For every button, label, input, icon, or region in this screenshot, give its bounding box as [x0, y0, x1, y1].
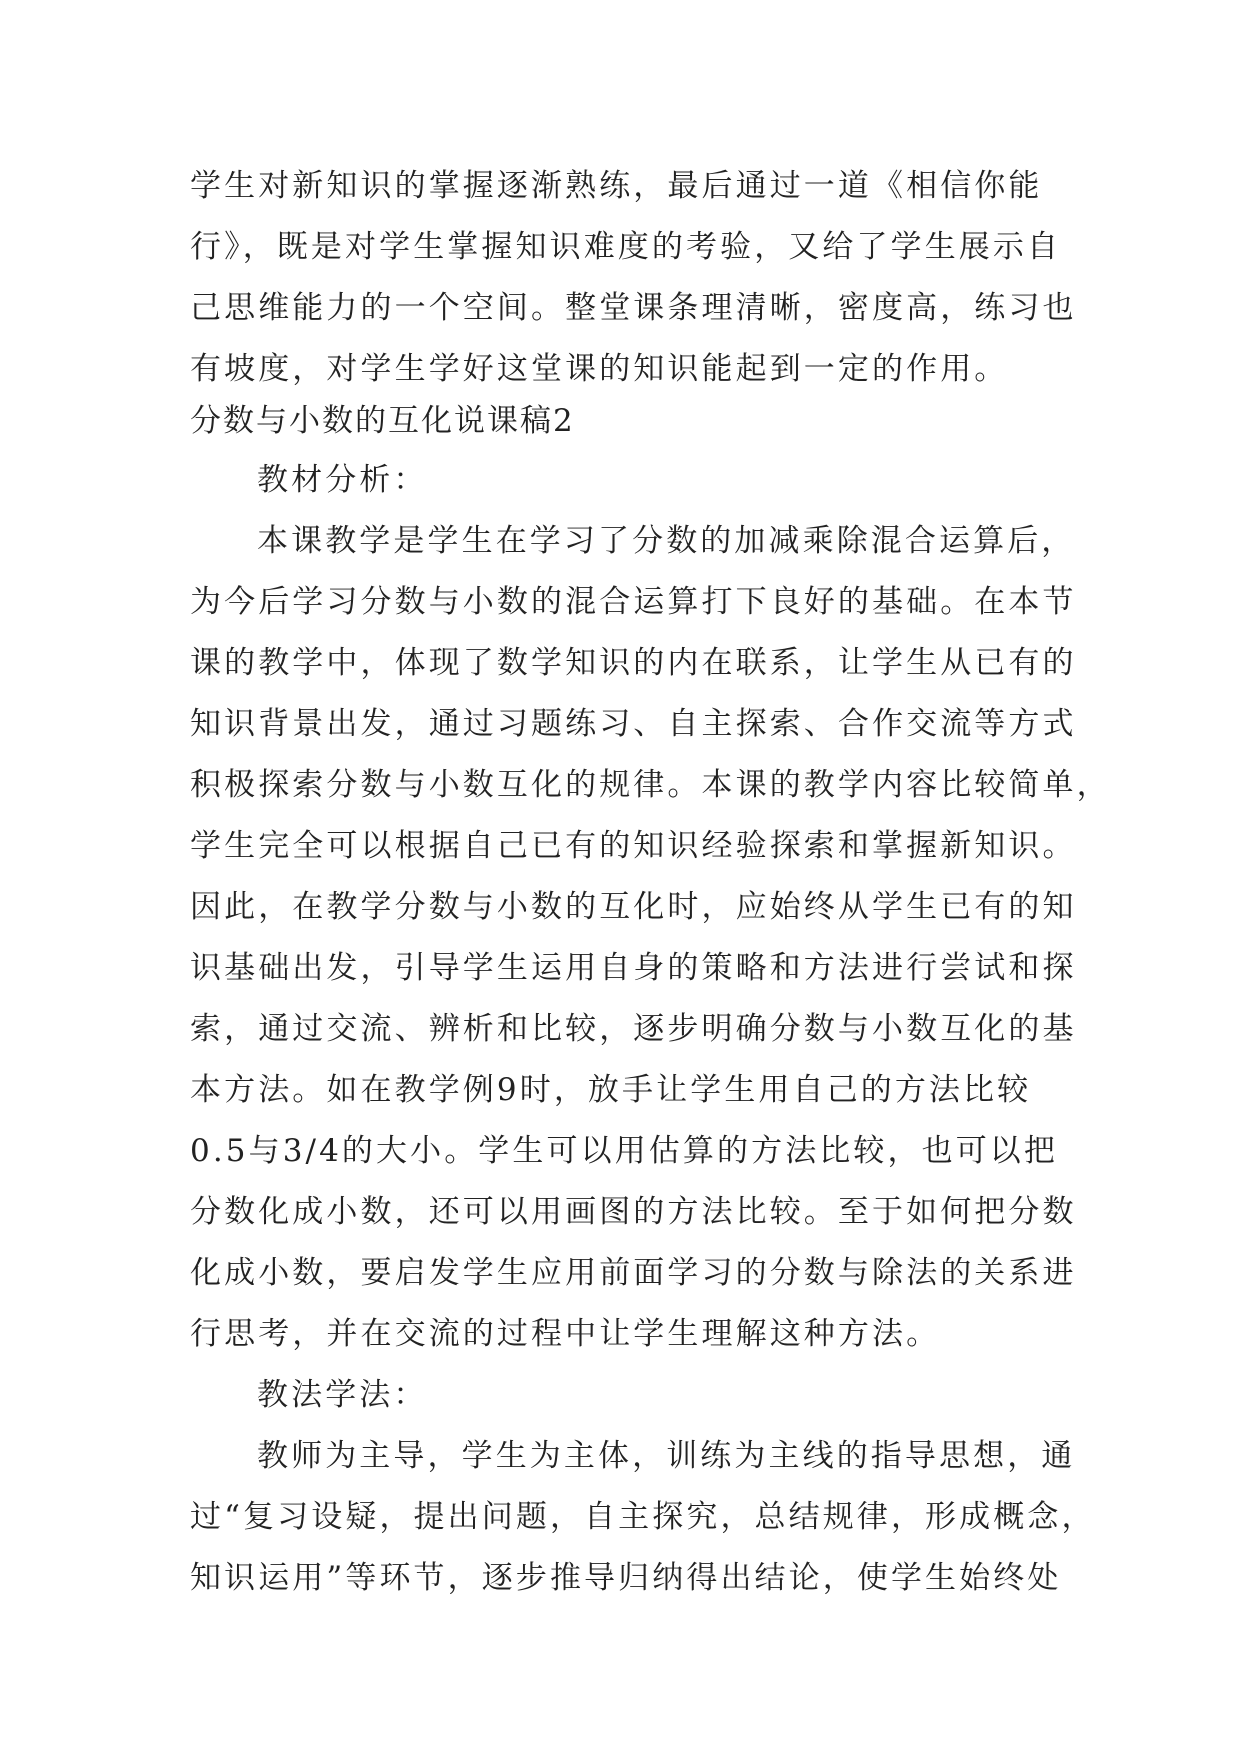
- paragraph-line: 本课教学是学生在学习了分数的加减乘除混合运算后，: [257, 523, 1076, 559]
- paragraph-line: 识基础出发，引导学生运用自身的策略和方法进行尝试和探: [190, 950, 1077, 986]
- paragraph-line: 课的教学中，体现了数学知识的内在联系，让学生从已有的: [190, 645, 1077, 681]
- paragraph-line: 知识背景出发，通过习题练习、自主探索、合作交流等方式: [190, 706, 1077, 742]
- section-heading: 分数与小数的互化说课稿2: [190, 403, 575, 439]
- paragraph-line: 过“复习设疑，提出问题，自主探究，总结规律，形成概念，: [190, 1499, 1096, 1535]
- subheading-teaching-material-analysis: 教材分析：: [257, 462, 428, 498]
- paragraph-line: 分数化成小数，还可以用画图的方法比较。至于如何把分数: [190, 1194, 1077, 1230]
- paragraph-line: 学生完全可以根据自己已有的知识经验探索和掌握新知识。: [190, 828, 1077, 864]
- paragraph-line: 有坡度，对学生学好这堂课的知识能起到一定的作用。: [190, 351, 1009, 387]
- subheading-teaching-methods: 教法学法：: [257, 1377, 428, 1413]
- paragraph-line: 因此，在教学分数与小数的互化时，应始终从学生已有的知: [190, 889, 1077, 925]
- paragraph-line: 积极探索分数与小数互化的规律。本课的教学内容比较简单，: [190, 767, 1111, 803]
- paragraph-line: 索，通过交流、辨析和比较，逐步明确分数与小数互化的基: [190, 1011, 1077, 1047]
- paragraph-line: 知识运用”等环节，逐步推导归纳得出结论，使学生始终处: [190, 1560, 1062, 1596]
- paragraph-line: 教师为主导，学生为主体，训练为主线的指导思想，通: [257, 1438, 1076, 1474]
- paragraph-line: 行》，既是对学生掌握知识难度的考验，又给了学生展示自: [190, 229, 1062, 265]
- paragraph-line: 行思考，并在交流的过程中让学生理解这种方法。: [190, 1316, 941, 1352]
- paragraph-line: 0.5与3/4的大小。学生可以用估算的方法比较，也可以把: [190, 1133, 1058, 1169]
- paragraph-line: 己思维能力的一个空间。整堂课条理清晰，密度高，练习也: [190, 290, 1077, 326]
- paragraph-line: 学生对新知识的掌握逐渐熟练，最后通过一道《相信你能: [190, 168, 1043, 204]
- paragraph-line: 本方法。如在教学例9时，放手让学生用自己的方法比较: [190, 1072, 1032, 1108]
- paragraph-line: 为今后学习分数与小数的混合运算打下良好的基础。在本节: [190, 584, 1077, 620]
- paragraph-line: 化成小数，要启发学生应用前面学习的分数与除法的关系进: [190, 1255, 1077, 1291]
